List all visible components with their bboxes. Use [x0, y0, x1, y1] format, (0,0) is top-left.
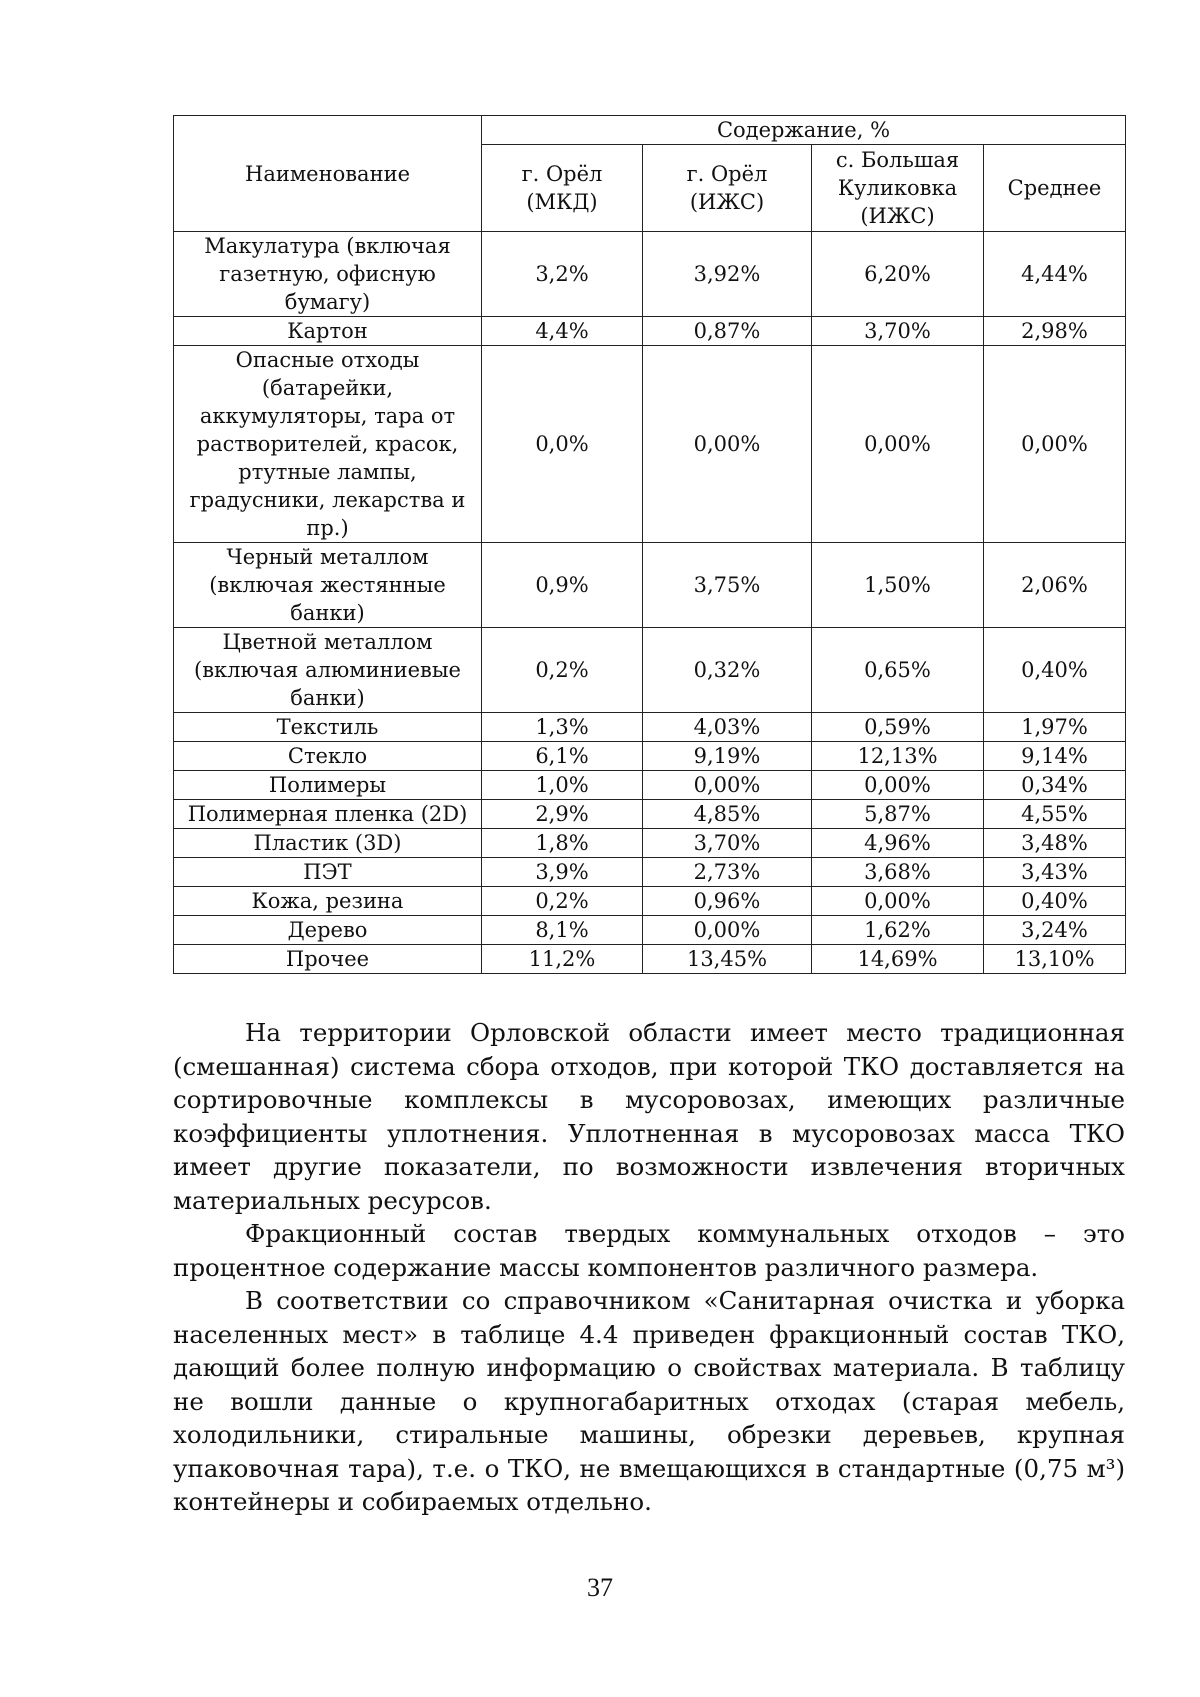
table-row [174, 945, 1126, 974]
row-name-cell: Пластик (3D) [174, 829, 482, 858]
row-name-cell: Цветной металлом (включая алюминиевые банки) [174, 628, 482, 713]
row-name-cell: Полимерная пленка (2D) [174, 800, 482, 829]
row-value-cell: 0,0% [482, 346, 643, 543]
row-value-cell: 0,00% [812, 346, 984, 543]
row-value-cell: 5,87% [812, 800, 984, 829]
row-value-cell: 0,40% [984, 887, 1126, 916]
page-number: 37 [587, 1573, 613, 1602]
body-text [173, 1016, 1125, 1519]
row-value-cell: 0,2% [482, 628, 643, 713]
row-value-cell: 1,97% [984, 713, 1126, 742]
row-name-cell: Кожа, резина [174, 887, 482, 916]
table-row [174, 916, 1126, 945]
row-value-cell: 3,9% [482, 858, 643, 887]
table-row [174, 346, 1126, 543]
row-name-cell: Текстиль [174, 713, 482, 742]
row-value-cell: 3,75% [643, 543, 812, 628]
row-value-cell: 3,70% [643, 829, 812, 858]
row-name-cell: Макулатура (включая газетную, офисную бумагу) [174, 232, 482, 317]
paragraph: На территории Орловской области имеет место традиционная (смешанная) система сбора отходов, при которой ТКО доставляется на сортировочные комплексы в мусоровозах, имеющих различные коэффициенты уплотнения. Уплотненная в мусоровозах масса ТКО имеет другие показатели, по возможности извлечения вторичных материальных ресурсов. [173, 1018, 1125, 1215]
row-value-cell: 2,06% [984, 543, 1126, 628]
row-value-cell: 0,40% [984, 628, 1126, 713]
row-name-cell: Черный металлом (включая жестянные банки) [174, 543, 482, 628]
table-row [174, 829, 1126, 858]
row-value-cell: 4,4% [482, 317, 643, 346]
row-value-cell: 0,00% [643, 916, 812, 945]
row-name-cell: Полимеры [174, 771, 482, 800]
table-header [174, 116, 1126, 232]
row-value-cell: 12,13% [812, 742, 984, 771]
row-value-cell: 6,20% [812, 232, 984, 317]
row-name-cell: Картон [174, 317, 482, 346]
row-value-cell: 3,2% [482, 232, 643, 317]
row-value-cell: 2,9% [482, 800, 643, 829]
row-value-cell: 3,43% [984, 858, 1126, 887]
row-value-cell: 1,62% [812, 916, 984, 945]
header-col-orel-mkd: г. Орёл (МКД) [482, 145, 643, 232]
table-row [174, 628, 1126, 713]
table-body [174, 232, 1126, 974]
table-row [174, 742, 1126, 771]
row-value-cell: 3,92% [643, 232, 812, 317]
table-row [174, 317, 1126, 346]
row-name-cell: Прочее [174, 945, 482, 974]
row-value-cell: 1,50% [812, 543, 984, 628]
paragraph: Фракционный состав твердых коммунальных отходов – это процентное содержание массы компонентов различного размера. [173, 1219, 1125, 1282]
row-value-cell: 9,19% [643, 742, 812, 771]
row-value-cell: 1,0% [482, 771, 643, 800]
row-value-cell: 11,2% [482, 945, 643, 974]
row-value-cell: 1,8% [482, 829, 643, 858]
header-content-group: Содержание, % [482, 116, 1126, 145]
header-name: Наименование [174, 116, 482, 232]
paragraph: В соответствии со справочником «Санитарная очистка и уборка населенных мест» в таблице 4.4 приведен фракционный состав ТКО, дающий более полную информацию о свойствах материала. В таблицу не вошли данные о крупногабаритных отходах (старая мебель, холодильники, стиральные машины, обрезки деревьев, крупная упаковочная тара), т.е. о ТКО, не вмещающихся в стандартные (0,75 м³) контейнеры и собираемых отдельно. [173, 1286, 1125, 1516]
row-value-cell: 4,03% [643, 713, 812, 742]
row-value-cell: 4,55% [984, 800, 1126, 829]
row-value-cell: 0,2% [482, 887, 643, 916]
row-value-cell: 0,9% [482, 543, 643, 628]
table-row [174, 771, 1126, 800]
row-value-cell: 4,85% [643, 800, 812, 829]
row-value-cell: 0,34% [984, 771, 1126, 800]
row-value-cell: 0,00% [643, 346, 812, 543]
row-value-cell: 13,10% [984, 945, 1126, 974]
row-value-cell: 3,68% [812, 858, 984, 887]
table-row [174, 232, 1126, 317]
row-value-cell: 14,69% [812, 945, 984, 974]
row-value-cell: 0,00% [643, 771, 812, 800]
row-value-cell: 0,32% [643, 628, 812, 713]
row-value-cell: 0,65% [812, 628, 984, 713]
row-value-cell: 0,87% [643, 317, 812, 346]
row-value-cell: 3,24% [984, 916, 1126, 945]
row-value-cell: 0,96% [643, 887, 812, 916]
row-value-cell: 2,73% [643, 858, 812, 887]
table-row [174, 858, 1126, 887]
table-row [174, 713, 1126, 742]
row-value-cell: 3,70% [812, 317, 984, 346]
row-value-cell: 1,3% [482, 713, 643, 742]
row-name-cell: Опасные отходы (батарейки, аккумуляторы, тара от растворителей, красок, ртутные лампы, градусники, лекарства и пр.) [174, 346, 482, 543]
row-name-cell: Дерево [174, 916, 482, 945]
row-value-cell: 0,00% [984, 346, 1126, 543]
row-value-cell: 0,00% [812, 771, 984, 800]
row-name-cell: Стекло [174, 742, 482, 771]
row-value-cell: 0,00% [812, 887, 984, 916]
header-col-average: Среднее [984, 145, 1126, 232]
header-col-kulikovka: с. Большая Куликовка (ИЖС) [812, 145, 984, 232]
row-value-cell: 4,44% [984, 232, 1126, 317]
table-row [174, 887, 1126, 916]
row-value-cell: 6,1% [482, 742, 643, 771]
row-name-cell: ПЭТ [174, 858, 482, 887]
row-value-cell: 13,45% [643, 945, 812, 974]
header-col-orel-izhs: г. Орёл (ИЖС) [643, 145, 812, 232]
row-value-cell: 8,1% [482, 916, 643, 945]
table-row [174, 800, 1126, 829]
row-value-cell: 9,14% [984, 742, 1126, 771]
waste-composition-table [173, 115, 1126, 974]
table-row [174, 543, 1126, 628]
row-value-cell: 2,98% [984, 317, 1126, 346]
row-value-cell: 3,48% [984, 829, 1126, 858]
row-value-cell: 0,59% [812, 713, 984, 742]
row-value-cell: 4,96% [812, 829, 984, 858]
